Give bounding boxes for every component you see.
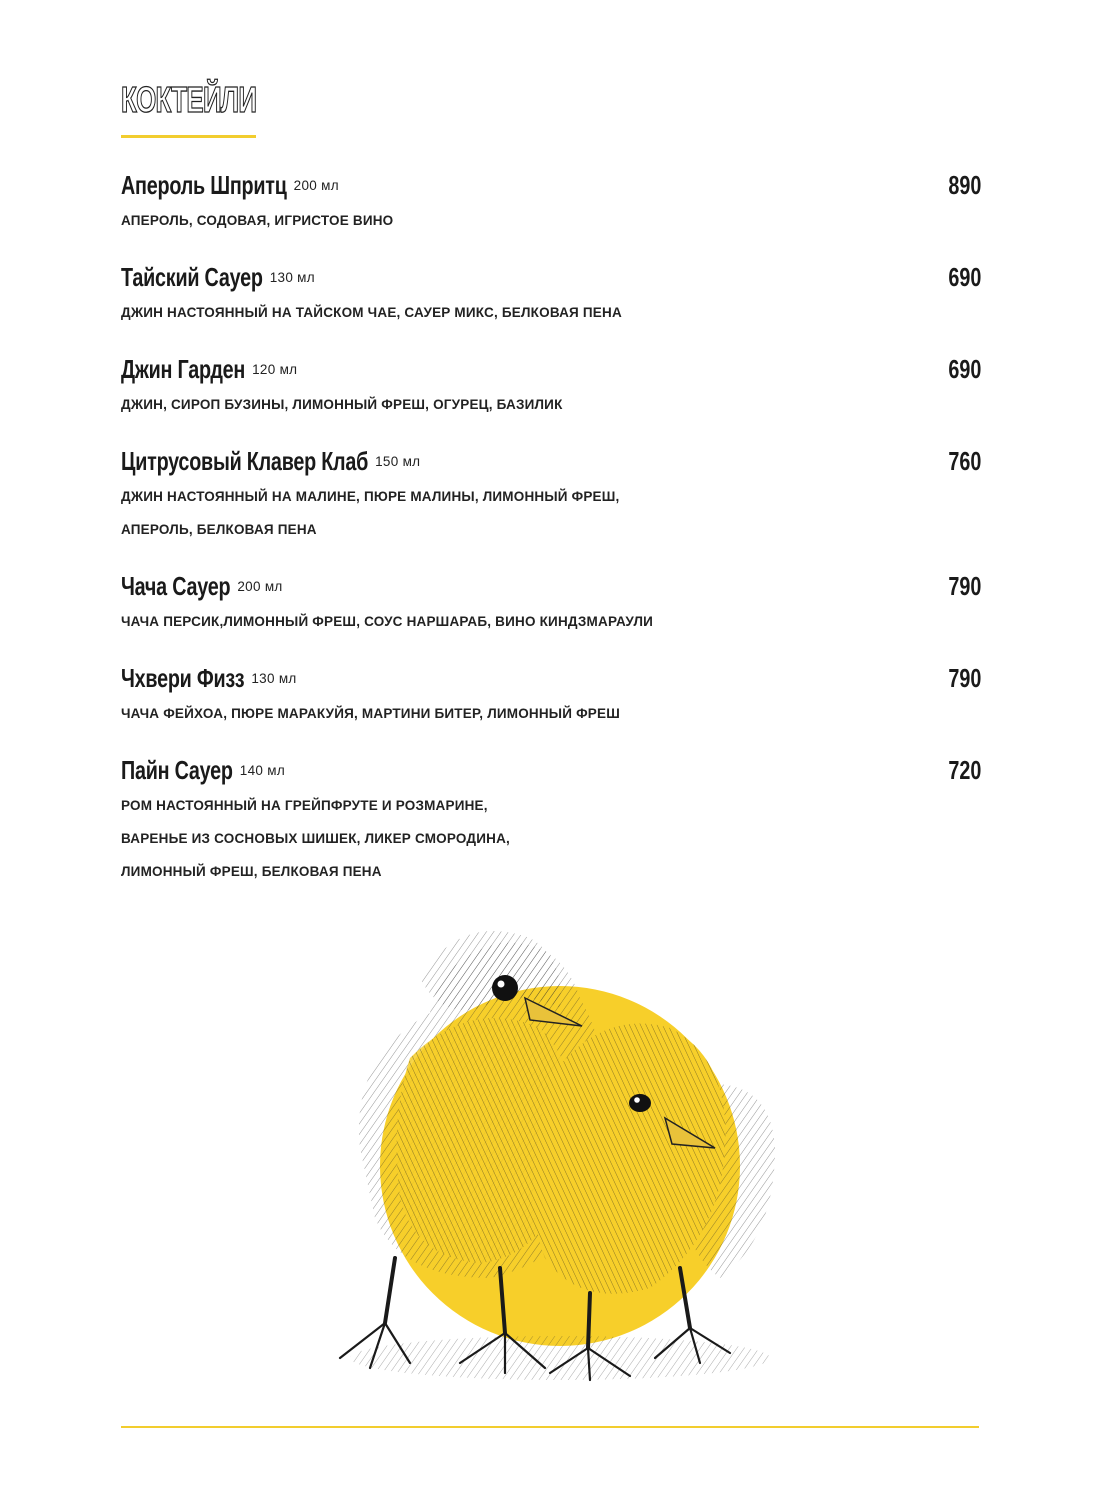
menu-item-name: Чача Сауер xyxy=(121,571,231,601)
menu-item-name: Чхвери Физз xyxy=(121,663,245,693)
menu-item-name: Пайн Сауер xyxy=(121,755,233,785)
description-line: ЛИМОННЫЙ ФРЕШ, БЕЛКОВАЯ ПЕНА xyxy=(121,864,382,879)
menu-item-price: 720 xyxy=(948,755,981,785)
menu-item-description xyxy=(121,296,981,329)
menu-item-header xyxy=(121,567,981,605)
menu-item-price: 790 xyxy=(948,663,981,693)
menu-item-price: 690 xyxy=(948,262,981,292)
menu-item xyxy=(121,258,981,329)
menu-item-description xyxy=(121,605,981,638)
menu-item-price: 690 xyxy=(948,354,981,384)
footer-divider xyxy=(121,1426,979,1428)
page-title: КОКТЕЙЛИ xyxy=(121,79,257,120)
menu-item xyxy=(121,567,981,638)
menu-item xyxy=(121,350,981,421)
cocktail-list xyxy=(121,166,981,909)
description-line: АПЕРОЛЬ, БЕЛКОВАЯ ПЕНА xyxy=(121,522,317,537)
description-line: ЧАЧА ФЕЙХОА, ПЮРЕ МАРАКУЙЯ, МАРТИНИ БИТЕР, ЛИМОННЫЙ ФРЕШ xyxy=(121,706,620,721)
menu-item-description xyxy=(121,697,981,730)
chicks-illustration-icon xyxy=(320,918,800,1398)
description-line: АПЕРОЛЬ, СОДОВАЯ, ИГРИСТОЕ ВИНО xyxy=(121,213,394,228)
menu-item-volume: 130 мл xyxy=(251,671,297,686)
menu-item-price: 760 xyxy=(948,446,981,476)
menu-item-volume: 130 мл xyxy=(269,270,315,285)
menu-item-volume: 200 мл xyxy=(293,178,339,193)
menu-item-header xyxy=(121,350,981,388)
menu-item-volume: 120 мл xyxy=(252,362,298,377)
description-line: ДЖИН НАСТОЯННЫЙ НА МАЛИНЕ, ПЮРЕ МАЛИНЫ, ЛИМОННЫЙ ФРЕШ, xyxy=(121,489,620,504)
menu-item-description xyxy=(121,204,981,237)
menu-item-header xyxy=(121,442,981,480)
description-line: ЧАЧА ПЕРСИК,ЛИМОННЫЙ ФРЕШ, СОУС НАРШАРАБ, ВИНО КИНДЗМАРАУЛИ xyxy=(121,614,654,629)
menu-item-name: Джин Гарден xyxy=(121,354,246,384)
menu-item-volume: 140 мл xyxy=(239,763,285,778)
title-underline xyxy=(121,135,256,138)
menu-item-volume: 150 мл xyxy=(375,454,421,469)
menu-item-volume: 200 мл xyxy=(237,579,283,594)
menu-item-header xyxy=(121,166,981,204)
menu-item xyxy=(121,166,981,237)
menu-item xyxy=(121,659,981,730)
menu-item-name: Апероль Шпритц xyxy=(121,170,287,200)
menu-item-price: 790 xyxy=(948,571,981,601)
menu-item-header xyxy=(121,659,981,697)
description-line: ДЖИН НАСТОЯННЫЙ НА ТАЙСКОМ ЧАЕ, САУЕР МИКС, БЕЛКОВАЯ ПЕНА xyxy=(121,305,622,320)
menu-item-description xyxy=(121,789,981,888)
menu-item-header xyxy=(121,751,981,789)
menu-item xyxy=(121,751,981,888)
menu-item-name: Тайский Сауер xyxy=(121,262,263,292)
description-line: ДЖИН, СИРОП БУЗИНЫ, ЛИМОННЫЙ ФРЕШ, ОГУРЕЦ, БАЗИЛИК xyxy=(121,397,563,412)
description-line: РОМ НАСТОЯННЫЙ НА ГРЕЙПФРУТЕ И РОЗМАРИНЕ, xyxy=(121,798,488,813)
menu-item-description xyxy=(121,388,981,421)
menu-item xyxy=(121,442,981,546)
menu-item-name: Цитрусовый Клавер Клаб xyxy=(121,446,369,476)
menu-item-header xyxy=(121,258,981,296)
menu-item-price: 890 xyxy=(948,170,981,200)
menu-item-description xyxy=(121,480,981,546)
description-line: ВАРЕНЬЕ ИЗ СОСНОВЫХ ШИШЕК, ЛИКЕР СМОРОДИНА, xyxy=(121,831,510,846)
